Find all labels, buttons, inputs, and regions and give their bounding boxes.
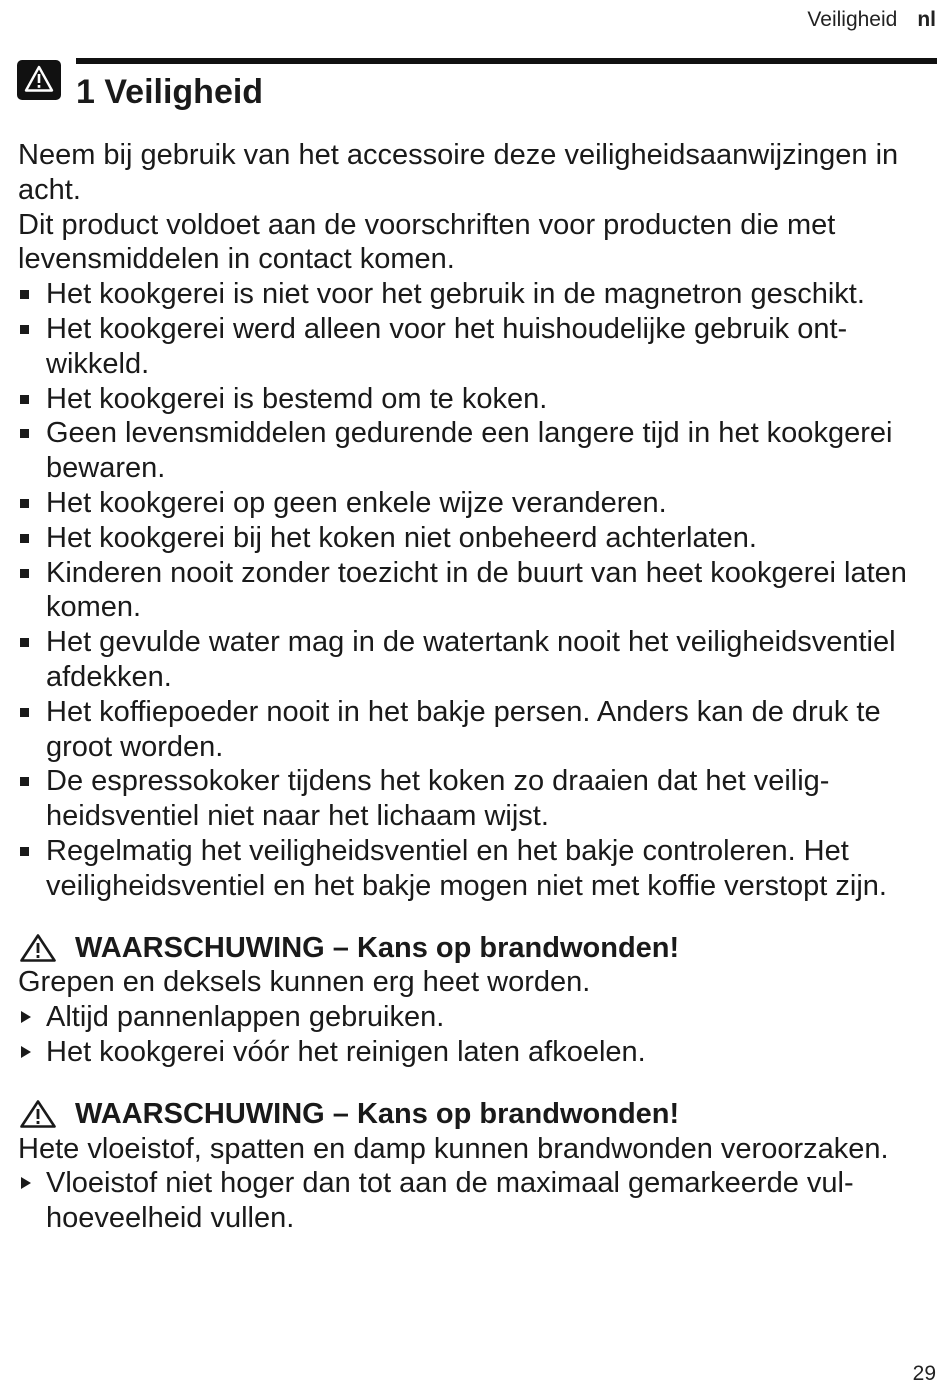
list-item: Het koffiepoeder nooit in het bakje persen. Anders kan de druk te groot worden. (18, 695, 938, 765)
warning-steps (18, 1000, 938, 1070)
list-item: Regelmatig het veiligheidsventiel en het bakje controleren. Het veiligheidsventiel en het bakje mogen niet met koffie verstopt zijn. (18, 834, 938, 904)
warning-title: WAARSCHUWING – Kans op brandwonden! (75, 931, 680, 964)
language-code: nl (917, 8, 936, 31)
step-item: Altijd pannenlappen gebruiken. (18, 1000, 938, 1035)
list-item: Het gevulde water mag in de watertank nooit het veiligheidsventiel afdekken. (18, 625, 938, 695)
warning-block (18, 931, 938, 1070)
list-item: De espressokoker tijdens het koken zo draaien dat het veiligheidsventiel niet naar het lichaam wijst. (18, 764, 938, 834)
list-item: Het kookgerei werd alleen voor het huishoudelijke gebruik ontwikkeld. (18, 312, 938, 382)
warning-block (18, 1097, 938, 1236)
safety-list (18, 277, 938, 903)
warning-title: WAARSCHUWING – Kans op brandwonden! (75, 1097, 680, 1130)
warning-triangle-icon (18, 933, 58, 963)
list-item: Het kookgerei bij het koken niet onbeheerd achterlaten. (18, 521, 938, 556)
intro-paragraph: Dit product voldoet aan de voorschriften voor producten die met levensmiddelen in contact komen. (18, 208, 836, 276)
warning-triangle-icon (17, 60, 61, 100)
section-body (18, 138, 938, 1236)
intro-paragraph: Neem bij gebruik van het accessoire deze veiligheidsaanwijzingen in acht. (18, 139, 899, 206)
list-item: Geen levensmiddelen gedurende een langere tijd in het kookgerei bewaren. (18, 416, 938, 486)
page-number: 29 (912, 1362, 936, 1385)
warning-text: Grepen en deksels kunnen erg heet worden. (18, 966, 591, 999)
list-item: Het kookgerei op geen enkele wijze veranderen. (18, 486, 938, 521)
warning-heading (18, 931, 938, 966)
list-item: Het kookgerei is niet voor het gebruik in de magnetron geschikt. (18, 277, 938, 312)
list-item: Kinderen nooit zonder toezicht in de buurt van heet kookgerei laten komen. (18, 556, 938, 626)
list-item: Het kookgerei is bestemd om te koken. (18, 382, 938, 417)
warning-steps (18, 1166, 938, 1236)
warning-heading (18, 1097, 938, 1132)
warning-triangle-icon (18, 1099, 58, 1129)
running-header-section: Veiligheid (807, 8, 898, 31)
step-item: Het kookgerei vóór het reinigen laten afkoelen. (18, 1035, 938, 1070)
warning-text: Hete vloeistof, spatten en damp kunnen brandwonden veroorzaken. (18, 1132, 889, 1165)
running-header (807, 8, 936, 32)
section-title: 1 Veiligheid (76, 73, 264, 111)
step-item: Vloeistof niet hoger dan tot aan de maximaal gemarkeerde vulhoeveelheid vullen. (18, 1166, 938, 1236)
section-rule (76, 58, 937, 64)
